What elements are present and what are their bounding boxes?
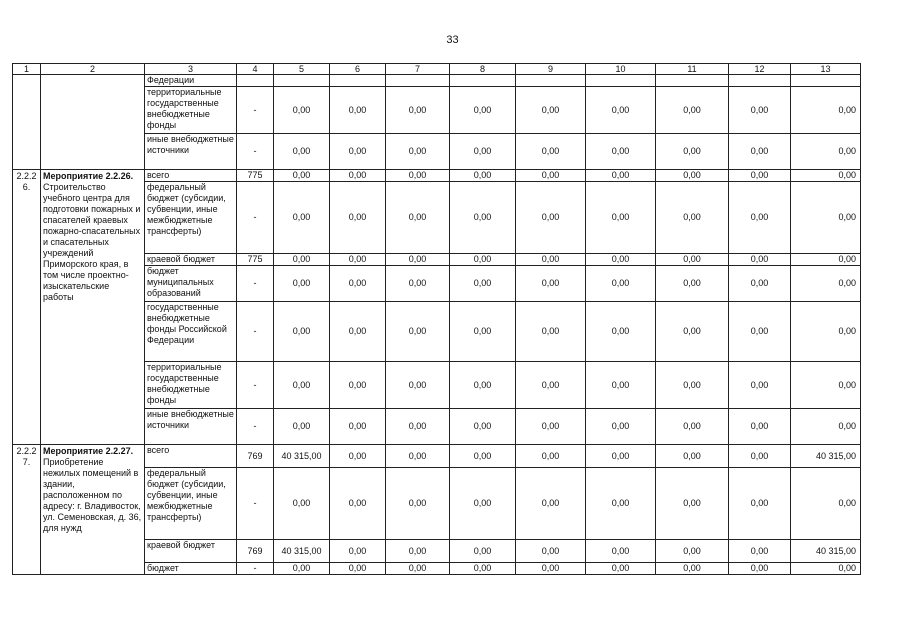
amount-cell: 0,00 <box>330 170 386 182</box>
funding-source: территориальные государственные внебюджетные фонды <box>145 87 237 134</box>
amount-cell: 0,00 <box>586 254 656 266</box>
code-cell: 769 <box>237 540 274 563</box>
funding-source: бюджет муниципальных образований <box>145 266 237 302</box>
amount-cell: 0,00 <box>386 445 450 468</box>
funding-source: Федерации <box>145 75 237 87</box>
amount-cell: 0,00 <box>729 87 791 134</box>
amount-cell: 0,00 <box>516 362 586 409</box>
amount-cell: 0,00 <box>386 182 450 254</box>
amount-cell: 0,00 <box>274 170 330 182</box>
amount-cell: 0,00 <box>729 362 791 409</box>
amount-cell: 0,00 <box>729 134 791 170</box>
amount-cell: 0,00 <box>729 540 791 563</box>
amount-cell: 40 315,00 <box>274 445 330 468</box>
activity-description <box>41 75 145 170</box>
amount-cell: 0,00 <box>729 468 791 540</box>
amount-cell: 0,00 <box>330 254 386 266</box>
table-row <box>13 170 861 182</box>
amount-cell: 0,00 <box>516 254 586 266</box>
amount-cell: 0,00 <box>586 182 656 254</box>
funding-source: бюджет <box>145 563 237 575</box>
code-cell: - <box>237 134 274 170</box>
amount-cell <box>516 75 586 87</box>
amount-cell: 0,00 <box>791 409 861 445</box>
amount-cell: 0,00 <box>274 409 330 445</box>
amount-cell: 0,00 <box>274 362 330 409</box>
column-header: 6 <box>330 64 386 75</box>
amount-cell: 0,00 <box>516 134 586 170</box>
funding-source: иные внебюджетные источники <box>145 134 237 170</box>
activity-title: Мероприятие 2.2.26. <box>43 171 134 181</box>
amount-cell: 0,00 <box>729 563 791 575</box>
amount-cell: 0,00 <box>450 445 516 468</box>
activity-text: Приобретение нежилых помещений в здании, расположенном по адресу: г. Владивосток, ул. Семеновская, д. 36, для нужд <box>43 457 142 533</box>
amount-cell: 0,00 <box>330 182 386 254</box>
amount-cell <box>791 75 861 87</box>
table-header-row <box>13 64 861 75</box>
amount-cell: 0,00 <box>274 182 330 254</box>
amount-cell: 0,00 <box>450 409 516 445</box>
amount-cell: 0,00 <box>791 563 861 575</box>
amount-cell: 0,00 <box>656 409 729 445</box>
amount-cell: 0,00 <box>791 87 861 134</box>
amount-cell: 0,00 <box>450 170 516 182</box>
amount-cell: 0,00 <box>791 302 861 362</box>
column-header: 3 <box>145 64 237 75</box>
amount-cell: 0,00 <box>656 182 729 254</box>
amount-cell: 0,00 <box>386 254 450 266</box>
item-number: 2.2.2 7. <box>13 445 41 575</box>
amount-cell <box>656 75 729 87</box>
amount-cell: 0,00 <box>450 362 516 409</box>
amount-cell: 0,00 <box>450 182 516 254</box>
amount-cell: 0,00 <box>386 409 450 445</box>
code-cell: - <box>237 362 274 409</box>
funding-source: всего <box>145 445 237 468</box>
amount-cell <box>330 75 386 87</box>
amount-cell: 0,00 <box>330 87 386 134</box>
amount-cell: 0,00 <box>450 563 516 575</box>
amount-cell: 0,00 <box>791 170 861 182</box>
column-header: 4 <box>237 64 274 75</box>
amount-cell: 0,00 <box>791 362 861 409</box>
amount-cell: 0,00 <box>791 266 861 302</box>
activity-text: Строительство учебного центра для подготовки пожарных и спасателей краевых пожарно-спасательных и спасательных учреждений Приморского края, в том числе проектно-изыскательские работы <box>43 182 141 302</box>
amount-cell: 0,00 <box>274 87 330 134</box>
amount-cell: 0,00 <box>274 266 330 302</box>
column-header: 9 <box>516 64 586 75</box>
amount-cell: 0,00 <box>586 266 656 302</box>
amount-cell: 0,00 <box>450 302 516 362</box>
amount-cell: 0,00 <box>516 170 586 182</box>
column-header: 5 <box>274 64 330 75</box>
code-cell: - <box>237 302 274 362</box>
amount-cell: 0,00 <box>791 182 861 254</box>
amount-cell: 0,00 <box>516 302 586 362</box>
code-cell: - <box>237 409 274 445</box>
amount-cell: 0,00 <box>586 362 656 409</box>
amount-cell: 0,00 <box>586 134 656 170</box>
amount-cell: 0,00 <box>386 302 450 362</box>
code-cell: - <box>237 468 274 540</box>
amount-cell: 0,00 <box>516 445 586 468</box>
funding-source: краевой бюджет <box>145 254 237 266</box>
amount-cell: 0,00 <box>516 468 586 540</box>
column-header: 8 <box>450 64 516 75</box>
code-cell: 775 <box>237 170 274 182</box>
amount-cell: 0,00 <box>274 302 330 362</box>
amount-cell: 0,00 <box>656 302 729 362</box>
amount-cell: 0,00 <box>656 362 729 409</box>
amount-cell: 0,00 <box>656 254 729 266</box>
code-cell: 775 <box>237 254 274 266</box>
amount-cell: 0,00 <box>656 134 729 170</box>
activity-description <box>41 445 145 575</box>
amount-cell: 0,00 <box>330 468 386 540</box>
amount-cell: 0,00 <box>450 254 516 266</box>
amount-cell: 0,00 <box>516 563 586 575</box>
amount-cell: 0,00 <box>330 540 386 563</box>
activity-title: Мероприятие 2.2.27. <box>43 446 134 456</box>
code-cell: - <box>237 563 274 575</box>
amount-cell: 0,00 <box>729 254 791 266</box>
amount-cell: 0,00 <box>450 266 516 302</box>
amount-cell: 0,00 <box>386 362 450 409</box>
code-cell: - <box>237 182 274 254</box>
amount-cell: 0,00 <box>586 409 656 445</box>
funding-source: федеральный бюджет (субсидии, субвенции, иные межбюджетные трансферты) <box>145 182 237 254</box>
amount-cell: 0,00 <box>386 87 450 134</box>
amount-cell: 0,00 <box>330 563 386 575</box>
amount-cell: 0,00 <box>330 409 386 445</box>
page-number: 33 <box>446 34 459 46</box>
amount-cell: 0,00 <box>729 302 791 362</box>
amount-cell: 0,00 <box>656 87 729 134</box>
amount-cell: 0,00 <box>729 170 791 182</box>
amount-cell: 40 315,00 <box>791 445 861 468</box>
amount-cell: 0,00 <box>450 540 516 563</box>
amount-cell <box>450 75 516 87</box>
amount-cell: 0,00 <box>450 468 516 540</box>
amount-cell: 0,00 <box>729 266 791 302</box>
column-header: 10 <box>586 64 656 75</box>
amount-cell: 0,00 <box>656 170 729 182</box>
code-cell: - <box>237 87 274 134</box>
funding-source: всего <box>145 170 237 182</box>
amount-cell: 0,00 <box>586 302 656 362</box>
code-cell <box>237 75 274 87</box>
activity-description <box>41 170 145 445</box>
table-row <box>13 75 861 87</box>
column-header: 12 <box>729 64 791 75</box>
amount-cell: 0,00 <box>656 540 729 563</box>
amount-cell: 0,00 <box>791 134 861 170</box>
amount-cell: 0,00 <box>274 563 330 575</box>
table-row <box>13 445 861 468</box>
funding-source: территориальные государственные внебюджетные фонды <box>145 362 237 409</box>
amount-cell: 0,00 <box>386 563 450 575</box>
amount-cell: 0,00 <box>330 302 386 362</box>
amount-cell: 0,00 <box>330 266 386 302</box>
amount-cell: 0,00 <box>516 409 586 445</box>
column-header: 11 <box>656 64 729 75</box>
amount-cell <box>729 75 791 87</box>
funding-source: краевой бюджет <box>145 540 237 563</box>
amount-cell: 0,00 <box>386 170 450 182</box>
item-number <box>13 75 41 170</box>
amount-cell: 0,00 <box>656 266 729 302</box>
amount-cell: 0,00 <box>386 266 450 302</box>
amount-cell: 0,00 <box>386 468 450 540</box>
code-cell: 769 <box>237 445 274 468</box>
column-header: 13 <box>791 64 861 75</box>
amount-cell: 0,00 <box>330 445 386 468</box>
amount-cell <box>586 75 656 87</box>
amount-cell: 0,00 <box>386 540 450 563</box>
amount-cell: 0,00 <box>656 468 729 540</box>
amount-cell: 0,00 <box>791 468 861 540</box>
amount-cell: 0,00 <box>386 134 450 170</box>
amount-cell: 0,00 <box>450 134 516 170</box>
funding-source: федеральный бюджет (субсидии, субвенции, иные межбюджетные трансферты) <box>145 468 237 540</box>
amount-cell <box>386 75 450 87</box>
funding-source: иные внебюджетные источники <box>145 409 237 445</box>
funding-source: государственные внебюджетные фонды Российской Федерации <box>145 302 237 362</box>
amount-cell: 0,00 <box>729 445 791 468</box>
amount-cell: 0,00 <box>586 540 656 563</box>
column-header: 2 <box>41 64 145 75</box>
amount-cell: 40 315,00 <box>791 540 861 563</box>
amount-cell: 0,00 <box>274 254 330 266</box>
amount-cell: 0,00 <box>516 87 586 134</box>
amount-cell: 0,00 <box>586 445 656 468</box>
column-header: 7 <box>386 64 450 75</box>
amount-cell: 0,00 <box>330 134 386 170</box>
amount-cell: 0,00 <box>516 182 586 254</box>
amount-cell: 0,00 <box>586 170 656 182</box>
column-header: 1 <box>13 64 41 75</box>
amount-cell <box>274 75 330 87</box>
amount-cell: 0,00 <box>516 266 586 302</box>
amount-cell: 0,00 <box>330 362 386 409</box>
amount-cell: 0,00 <box>274 468 330 540</box>
amount-cell: 0,00 <box>274 134 330 170</box>
budget-table <box>12 63 861 575</box>
amount-cell: 0,00 <box>729 182 791 254</box>
amount-cell: 0,00 <box>791 254 861 266</box>
amount-cell: 0,00 <box>450 87 516 134</box>
amount-cell: 0,00 <box>586 87 656 134</box>
code-cell: - <box>237 266 274 302</box>
item-number: 2.2.2 6. <box>13 170 41 445</box>
amount-cell: 0,00 <box>656 445 729 468</box>
amount-cell: 0,00 <box>516 540 586 563</box>
amount-cell: 0,00 <box>656 563 729 575</box>
amount-cell: 0,00 <box>586 563 656 575</box>
amount-cell: 0,00 <box>586 468 656 540</box>
amount-cell: 0,00 <box>729 409 791 445</box>
amount-cell: 40 315,00 <box>274 540 330 563</box>
